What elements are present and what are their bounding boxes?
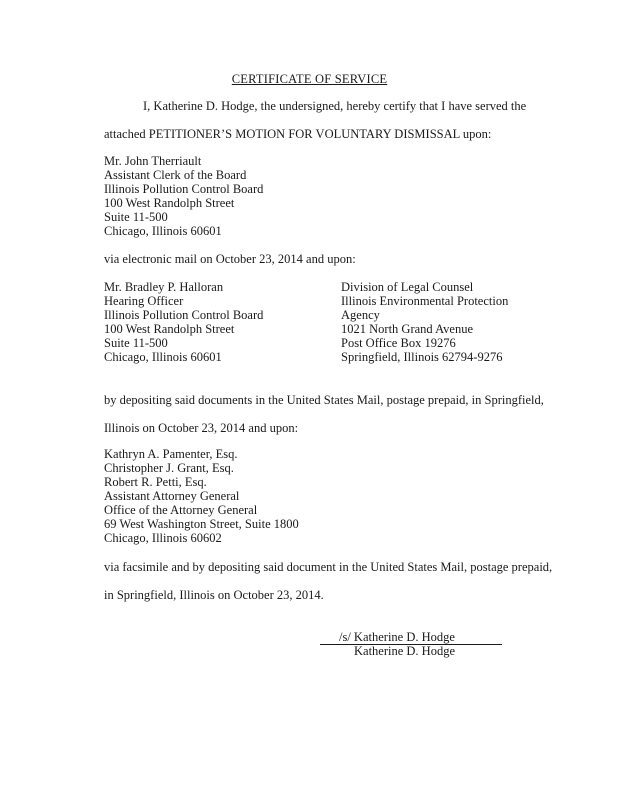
facsimile-line-1: via facsimile and by depositing said document in the United States Mail, postage prepaid, <box>104 560 553 574</box>
recipient-clerk-address <box>104 154 263 238</box>
intro-line-1: I, Katherine D. Hodge, the undersigned, hereby certify that I have served the <box>143 99 527 113</box>
address-line: Kathryn A. Pamenter, Esq. <box>104 447 238 461</box>
address-line: 100 West Randolph Street <box>104 196 235 210</box>
address-line: Post Office Box 19276 <box>341 336 456 350</box>
address-line: Illinois Environmental Protection <box>341 294 509 308</box>
address-line: Chicago, Illinois 60602 <box>104 531 222 545</box>
recipient-legal-counsel-address <box>341 280 508 364</box>
address-line: Assistant Clerk of the Board <box>104 168 247 182</box>
address-line: Assistant Attorney General <box>104 489 240 503</box>
address-line: 1021 North Grand Avenue <box>341 322 474 336</box>
via-electronic-mail-line: via electronic mail on October 23, 2014 and upon: <box>104 252 356 266</box>
recipient-hearing-officer-address <box>104 280 263 364</box>
address-line: Suite 11-500 <box>104 336 168 350</box>
address-line: Chicago, Illinois 60601 <box>104 224 222 238</box>
signature-line <box>320 630 502 645</box>
facsimile-line-2: in Springfield, Illinois on October 23, 2014. <box>104 588 324 602</box>
address-line: 69 West Washington Street, Suite 1800 <box>104 517 299 531</box>
address-line: Suite 11-500 <box>104 210 168 224</box>
electronic-signature: /s/ Katherine D. Hodge <box>339 630 455 644</box>
signatory-name: Katherine D. Hodge <box>354 644 456 658</box>
mail-line-1: by depositing said documents in the United States Mail, postage prepaid, in Springfield, <box>104 393 544 407</box>
address-line: Hearing Officer <box>104 294 184 308</box>
address-line: Chicago, Illinois 60601 <box>104 350 222 364</box>
address-line: Springfield, Illinois 62794-9276 <box>341 350 503 364</box>
address-line: Christopher J. Grant, Esq. <box>104 461 234 475</box>
address-line: 100 West Randolph Street <box>104 322 235 336</box>
address-line: Illinois Pollution Control Board <box>104 308 264 322</box>
mail-line-2: Illinois on October 23, 2014 and upon: <box>104 421 299 435</box>
address-line: Division of Legal Counsel <box>341 280 474 294</box>
recipient-attorney-general-address <box>104 447 299 545</box>
address-line: Robert R. Petti, Esq. <box>104 475 207 489</box>
intro-line-2: attached PETITIONER’S MOTION FOR VOLUNTARY DISMISSAL upon: <box>104 127 492 141</box>
address-line: Office of the Attorney General <box>104 503 258 517</box>
address-line: Mr. John Therriault <box>104 154 202 168</box>
address-line: Illinois Pollution Control Board <box>104 182 264 196</box>
address-line: Mr. Bradley P. Halloran <box>104 280 224 294</box>
address-line: Agency <box>341 308 380 322</box>
document-title: CERTIFICATE OF SERVICE <box>231 72 388 86</box>
